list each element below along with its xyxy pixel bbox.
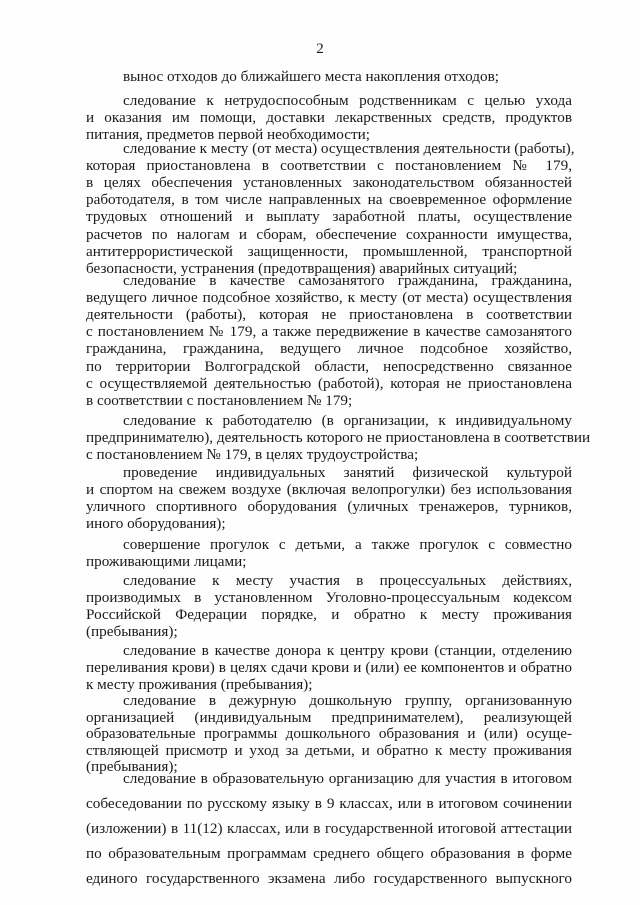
text-line: по территории Волгоградской области, непосредственно связанное <box>86 357 572 375</box>
text-line: (пребывания); <box>86 758 178 776</box>
text-line: трудовых отношений и выплату заработной платы, осуществление <box>86 208 572 226</box>
text-line: организацией (индивидуальным предпринимателем), реализующей <box>86 708 572 726</box>
text-line: следование к работодателю (в организации, к индивидуальному <box>123 412 572 429</box>
text-line: (изложении) в 11(12) классах, или в государственной итоговой аттестации <box>86 820 572 837</box>
text-line: расчетов по налогам и сборам, обеспечение сохранности имущества, <box>86 225 572 243</box>
text-line: ствляющей присмотр и уход за детьми, и обратно к месту проживания <box>86 741 572 759</box>
text-line: проведение индивидуальных занятий физической культурой <box>123 464 572 481</box>
text-line: следование к месту участия в процессуальных действиях, <box>123 572 572 589</box>
text-line: вынос отходов до ближайшего места накопления отходов; <box>123 68 500 85</box>
text-line: переливания крови) в целях сдачи крови и (или) ее компонентов и обратно <box>86 659 572 677</box>
page-number: 2 <box>316 41 324 57</box>
text-line: следование в образовательную организацию для участия в итоговом <box>123 770 572 787</box>
text-line: в целях обеспечения установленных законодательством обязанностей <box>86 174 572 192</box>
text-line: следование в качестве донора к центру крови (станции, отделению <box>123 642 572 659</box>
text-line: с осуществляемой деятельностью (работой), которая не приостановлена <box>86 374 572 392</box>
text-line: по образовательным программам среднего общего образования в форме <box>86 845 572 862</box>
text-line: антитеррористической защищенности, промышленной, транспортной <box>86 242 572 260</box>
text-line: гражданина, гражданина, ведущего личное подсобное хозяйство, <box>86 340 572 358</box>
text-line: и оказания им помощи, доставки лекарственных средств, продуктов <box>86 109 572 127</box>
text-line: (пребывания); <box>86 623 178 641</box>
text-line: с постановлением № 179, а также передвижение в качестве самозанятого <box>86 323 572 341</box>
text-line: которая приостановлена в соответствии с постановлением № 179, <box>86 157 572 175</box>
text-line: образовательные программы дошкольного образования и (или) осуще- <box>86 725 572 743</box>
text-line: следование к нетрудоспособным родственникам с целью ухода <box>123 92 572 109</box>
text-line: иного оборудования); <box>86 515 226 533</box>
text-line: безопасности, устранения (предотвращения) аварийных ситуаций; <box>86 259 518 277</box>
text-line: работодателя, в том числе направленных на своевременное оформление <box>86 191 572 209</box>
text-line: следование к месту (от места) осуществления деятельности (работы), <box>123 140 575 157</box>
text-line: предпринимателю), деятельность которого не приостановлена в соответствии <box>86 429 591 447</box>
text-line: единого государственного экзамена либо государственного выпускного <box>86 870 572 887</box>
text-line: в соответствии с постановлением № 179; <box>86 391 353 409</box>
text-line: питания, предметов первой необходимости; <box>86 126 370 144</box>
text-line: собеседовании по русскому языку в 9 классах, или в итоговом сочинении <box>86 795 572 812</box>
text-line: проживающими лицами; <box>86 553 247 571</box>
text-line: следование в дежурную дошкольную группу, организованную <box>123 692 572 709</box>
text-line: и спортом на свежем воздухе (включая велопрогулки) без использования <box>86 481 572 499</box>
text-line: деятельности (работы), которая не приостановлена в соответствии <box>86 306 572 324</box>
text-line: следование в качестве самозанятого гражданина, гражданина, <box>123 272 572 289</box>
text-line: к месту проживания (пребывания); <box>86 676 313 694</box>
text-line: ведущего личное подсобное хозяйство, к месту (от места) осуществления <box>86 289 572 307</box>
text-line: совершение прогулок с детьми, а также прогулок с совместно <box>123 536 572 553</box>
text-line: с постановлением № 179, в целях трудоустройства; <box>86 446 419 464</box>
text-line: уличного спортивного оборудования (уличных тренажеров, турников, <box>86 498 572 516</box>
text-line: производимых в установленном Уголовно-процессуальным кодексом <box>86 589 572 607</box>
text-line: Российской Федерации порядке, и обратно к месту проживания <box>86 606 572 624</box>
